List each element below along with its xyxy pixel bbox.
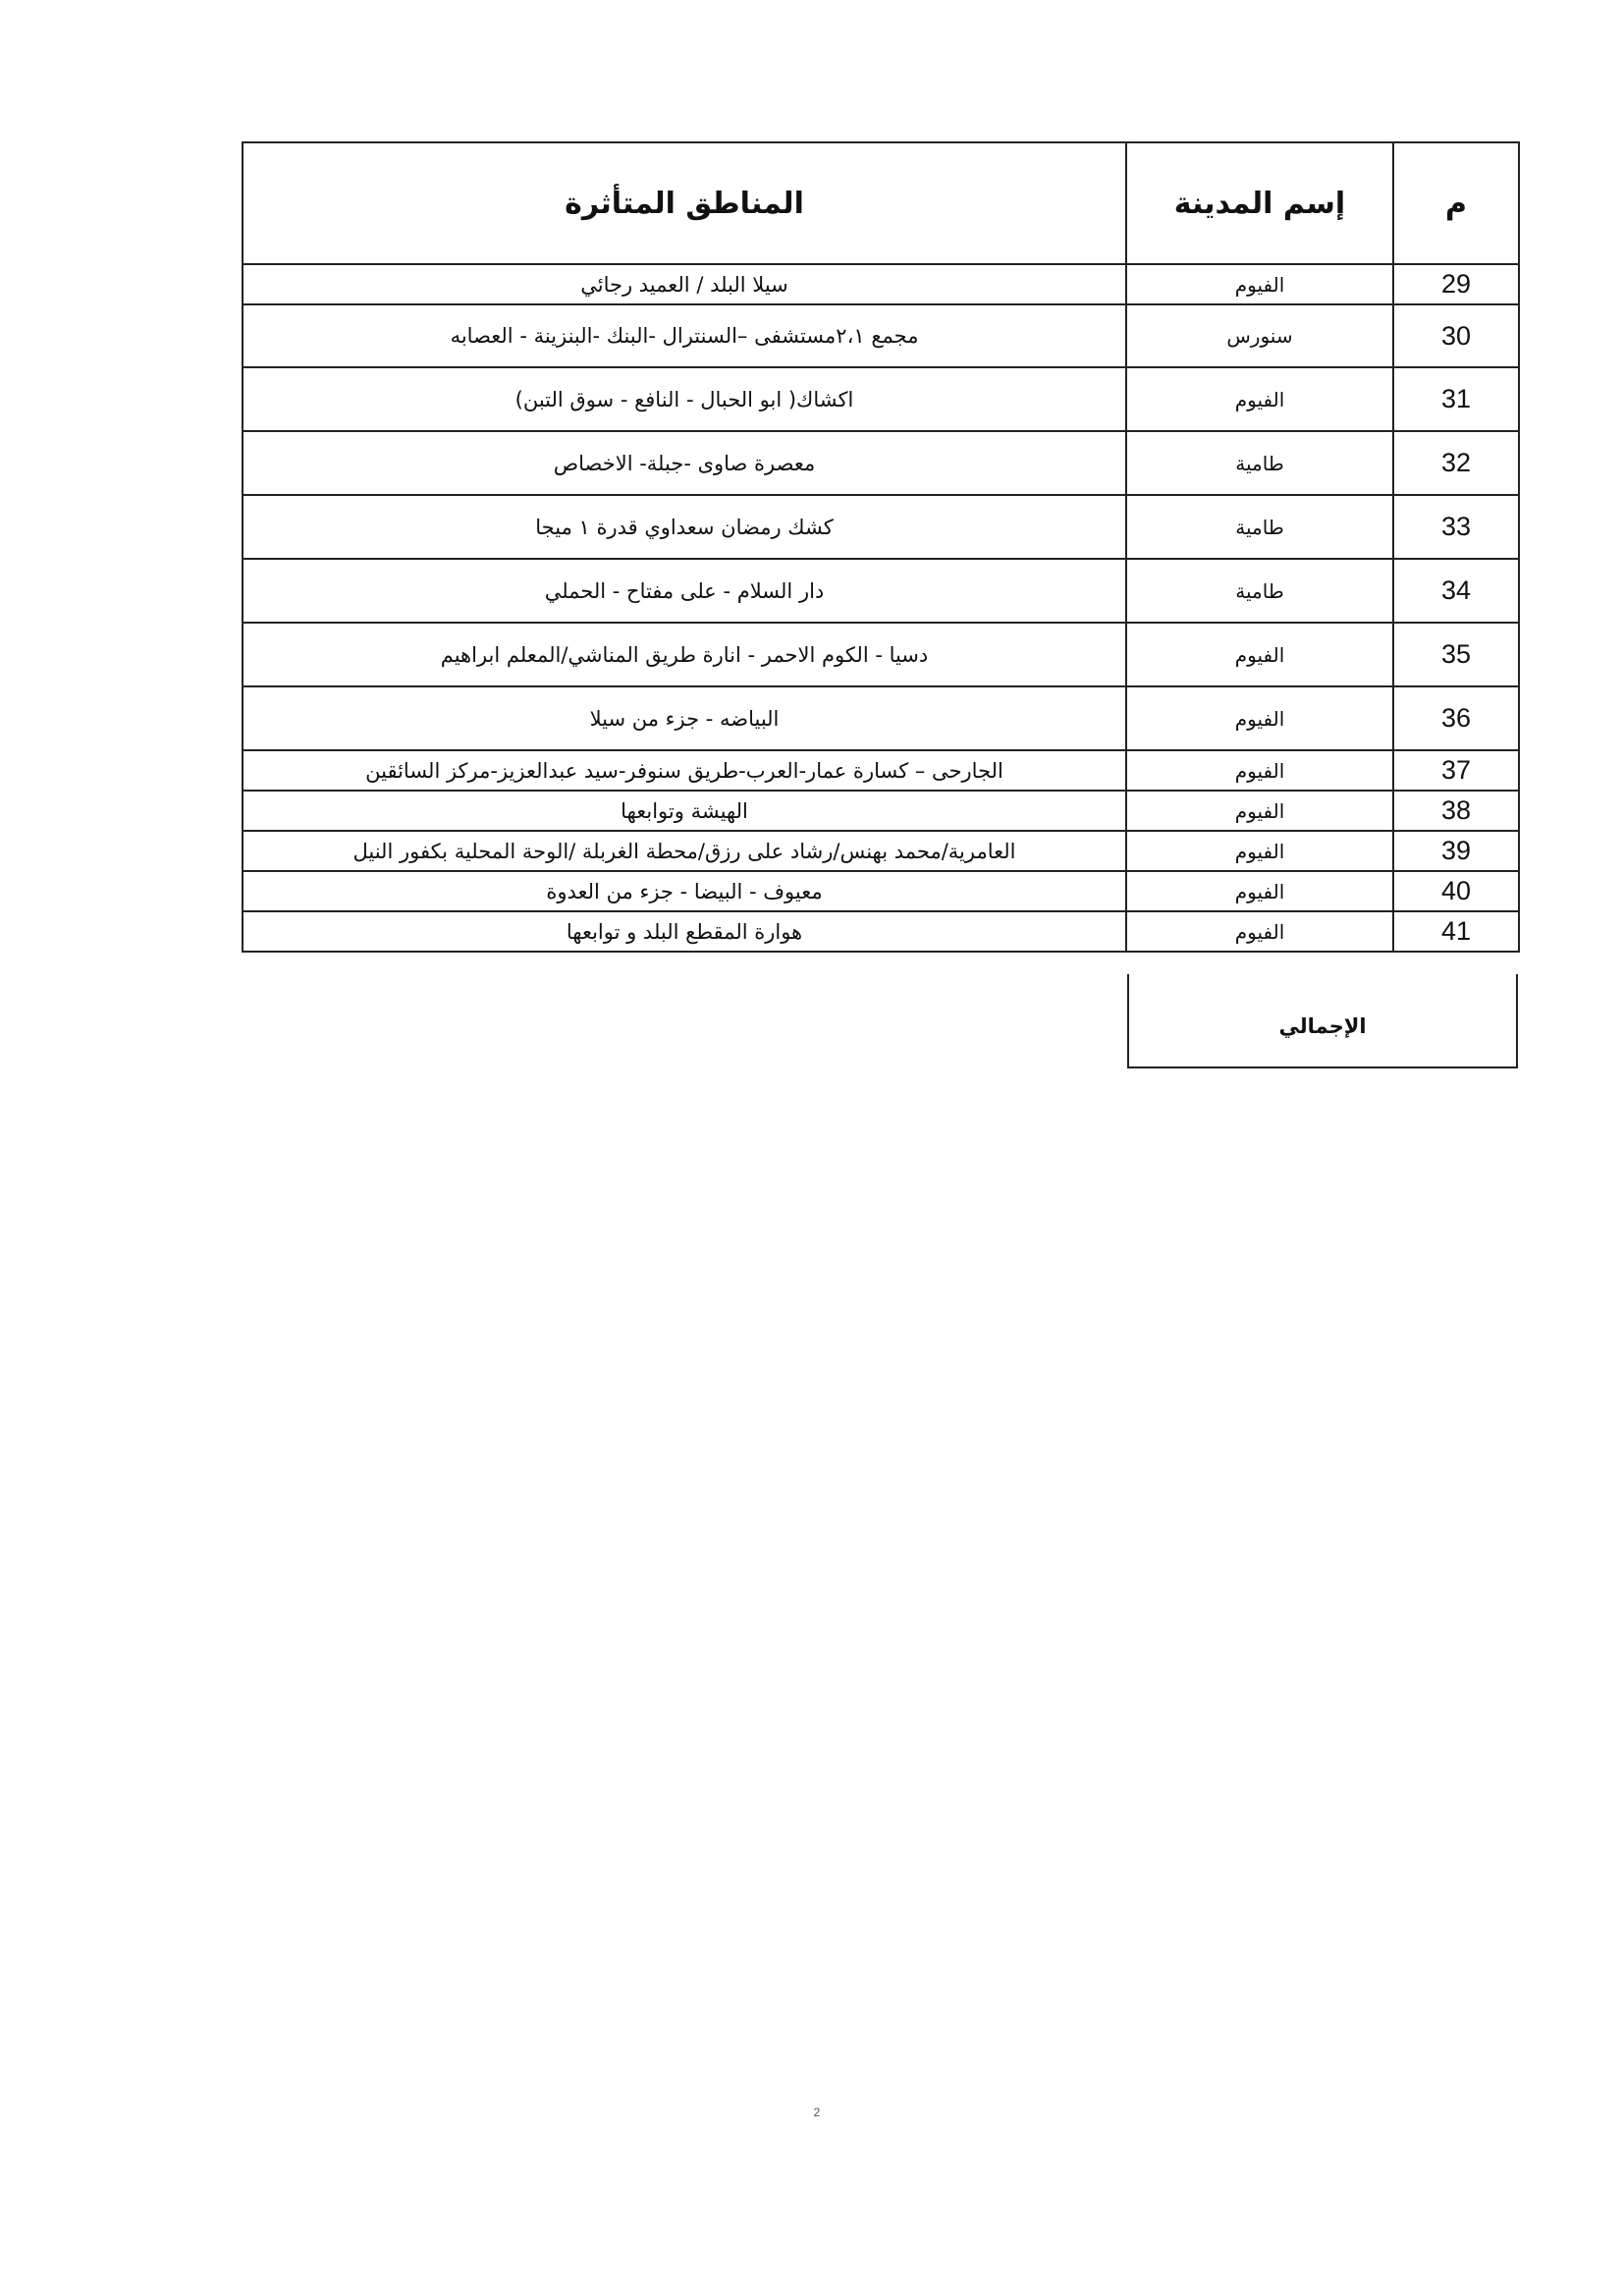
- row-index: 34: [1393, 559, 1519, 623]
- page-number: 2: [813, 2105, 821, 2119]
- row-city: الفيوم: [1126, 750, 1393, 791]
- table-row: [243, 791, 1519, 831]
- row-index: 40: [1393, 871, 1519, 911]
- header-city: إسم المدينة: [1126, 142, 1393, 264]
- row-city: سنورس: [1126, 304, 1393, 367]
- row-city: الفيوم: [1126, 367, 1393, 431]
- row-areas: مجمع ٢،١مستشفى –السنترال -البنك -البنزينة - العصابه: [243, 304, 1126, 367]
- row-index: 38: [1393, 791, 1519, 831]
- row-city: الفيوم: [1126, 831, 1393, 871]
- row-areas: كشك رمضان سعداوي قدرة ١ ميجا: [243, 495, 1126, 559]
- row-city: الفيوم: [1126, 623, 1393, 686]
- table-row: [243, 911, 1519, 952]
- row-areas: دار السلام - على مفتاح - الحملي: [243, 559, 1126, 623]
- table-row: [243, 871, 1519, 911]
- row-city: الفيوم: [1126, 791, 1393, 831]
- row-areas: دسيا - الكوم الاحمر - انارة طريق المناشي/المعلم ابراهيم: [243, 623, 1126, 686]
- total-box: [1127, 974, 1518, 1068]
- table-row: [243, 686, 1519, 750]
- affected-areas-table: [242, 141, 1520, 953]
- table-row: [243, 367, 1519, 431]
- table-row: [243, 495, 1519, 559]
- row-areas: سيلا البلد / العميد رجائي: [243, 264, 1126, 304]
- row-city: طامية: [1126, 559, 1393, 623]
- table-row: [243, 264, 1519, 304]
- row-city: طامية: [1126, 495, 1393, 559]
- header-areas: المناطق المتأثرة: [243, 142, 1126, 264]
- row-city: طامية: [1126, 431, 1393, 495]
- header-index: م: [1393, 142, 1519, 264]
- row-index: 31: [1393, 367, 1519, 431]
- row-areas: اكشاك( ابو الحبال - النافع - سوق التبن): [243, 367, 1126, 431]
- row-index: 39: [1393, 831, 1519, 871]
- table-row: [243, 750, 1519, 791]
- row-city: الفيوم: [1126, 686, 1393, 750]
- row-index: 30: [1393, 304, 1519, 367]
- table-header-row: [243, 142, 1519, 264]
- row-areas: معصرة صاوى -جبلة- الاخصاص: [243, 431, 1126, 495]
- row-index: 29: [1393, 264, 1519, 304]
- total-label: الإجمالي: [1278, 1014, 1367, 1038]
- row-index: 32: [1393, 431, 1519, 495]
- row-index: 35: [1393, 623, 1519, 686]
- row-areas: العامرية/محمد بهنس/رشاد على رزق/محطة الغربلة /الوحة المحلية بكفور النيل: [243, 831, 1126, 871]
- row-index: 41: [1393, 911, 1519, 952]
- row-areas: هوارة المقطع البلد و توابعها: [243, 911, 1126, 952]
- row-areas: البياضه - جزء من سيلا: [243, 686, 1126, 750]
- table-row: [243, 431, 1519, 495]
- table-row: [243, 304, 1519, 367]
- row-city: الفيوم: [1126, 871, 1393, 911]
- table-row: [243, 623, 1519, 686]
- row-areas: الهيشة وتوابعها: [243, 791, 1126, 831]
- row-areas: معيوف - البيضا - جزء من العدوة: [243, 871, 1126, 911]
- row-city: الفيوم: [1126, 911, 1393, 952]
- row-city: الفيوم: [1126, 264, 1393, 304]
- row-index: 36: [1393, 686, 1519, 750]
- row-areas: الجارحى – كسارة عمار-العرب-طريق سنوفر-سيد عبدالعزيز-مركز السائقين: [243, 750, 1126, 791]
- table-row: [243, 559, 1519, 623]
- row-index: 37: [1393, 750, 1519, 791]
- row-index: 33: [1393, 495, 1519, 559]
- table-row: [243, 831, 1519, 871]
